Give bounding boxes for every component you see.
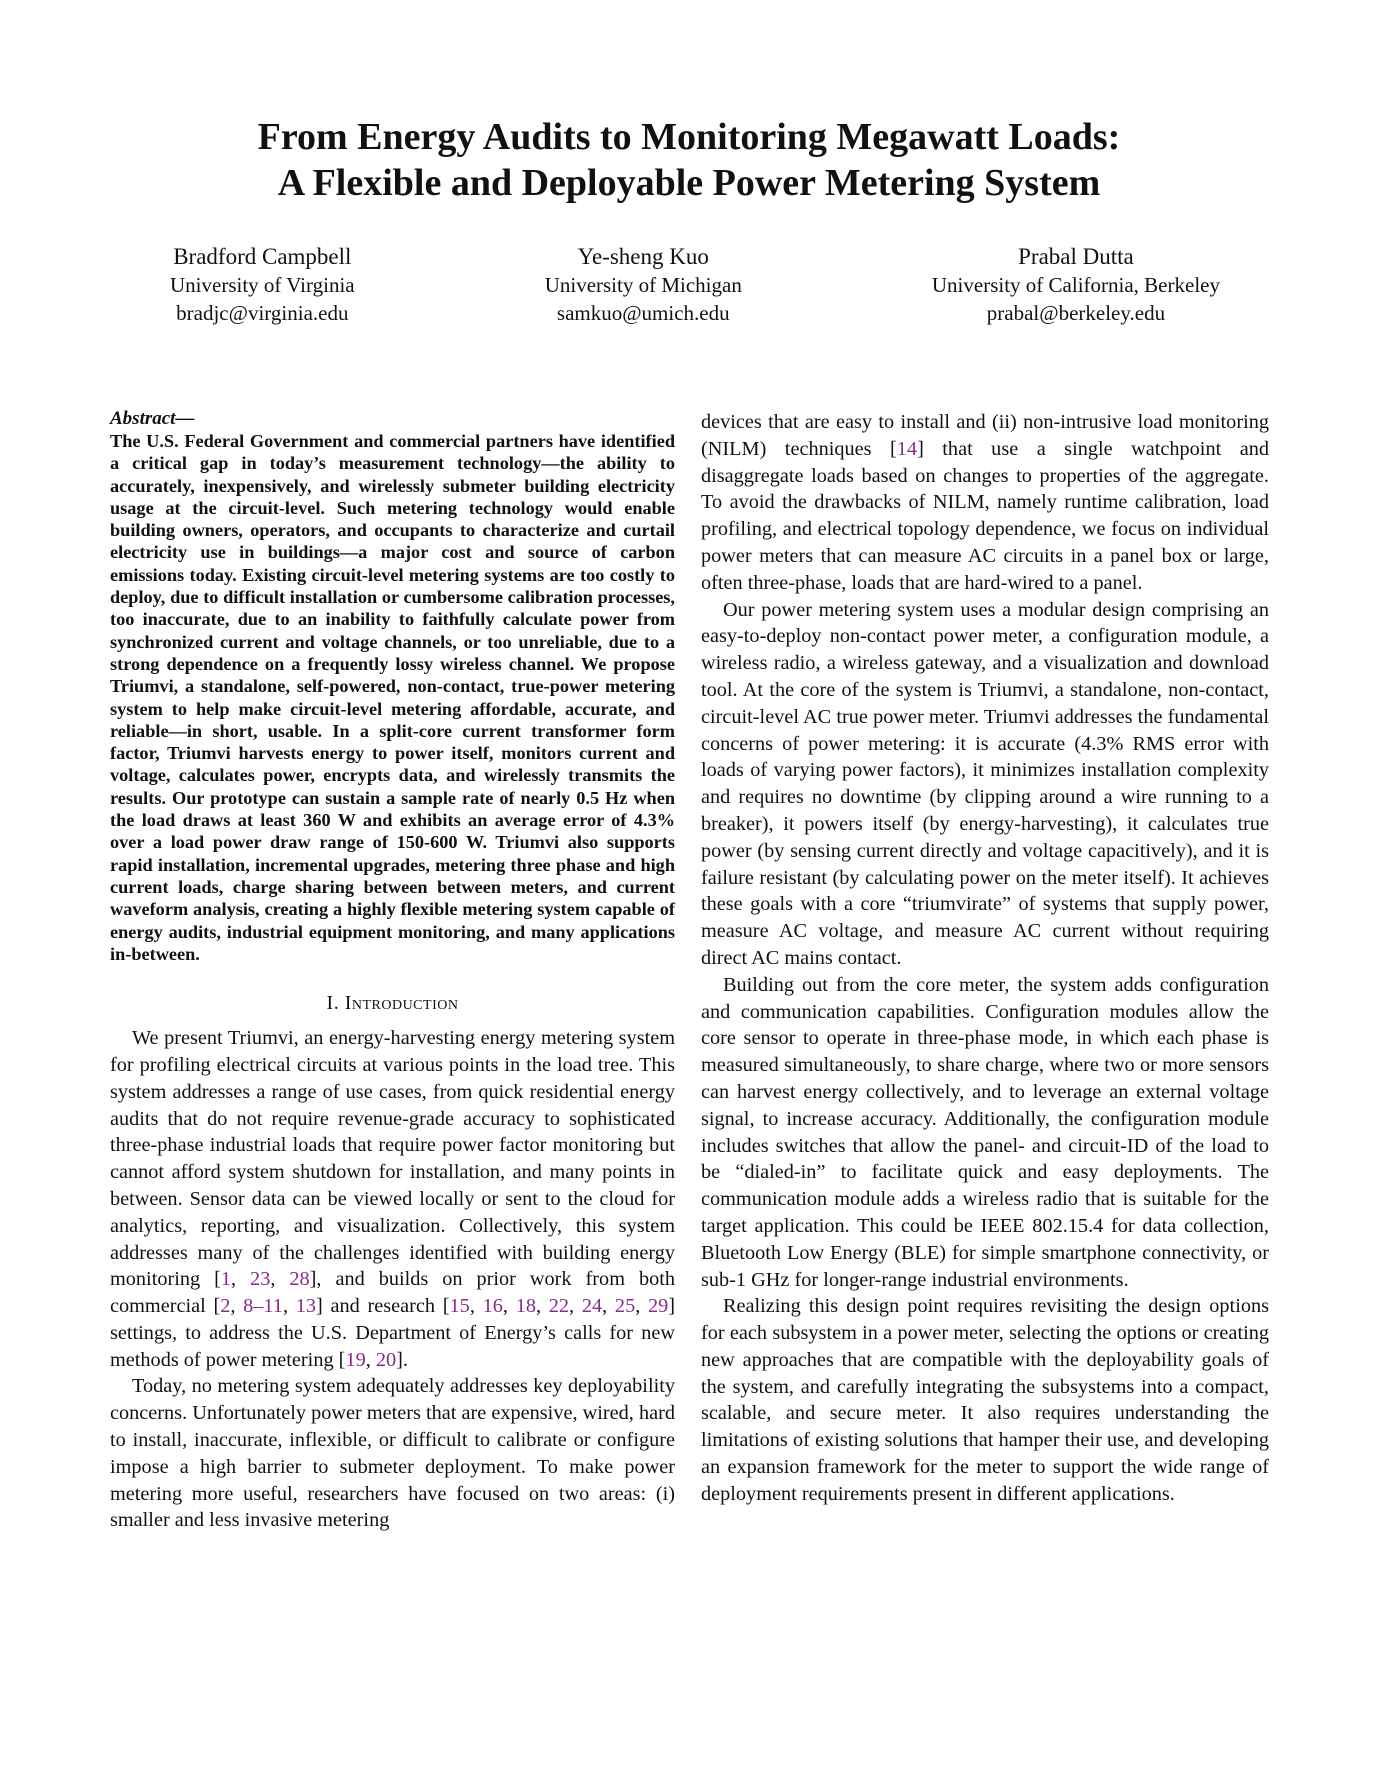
citation-link[interactable]: 29 [648,1295,669,1318]
text-run: , [502,1295,516,1318]
paper-title [0,114,1378,206]
title-line-1: From Energy Audits to Monitoring Megawatt Loads: [257,116,1121,158]
intro-paragraph-1 [110,1025,675,1373]
citation-link[interactable]: 22 [548,1295,570,1318]
abstract-text: The U.S. Federal Government and commercial partners have identified a critical gap in today’s measurement technology—the ability to accurately, inexpensively, and wirelessly submeter building electricity usage at the circuit-level. Such metering technology would enable building owners, operators, and occupants to characterize and curtail electricity use in buildings—a major cost and source of carbon emissions today. Existing circuit-level metering systems are too costly to deploy, due to difficult installation or cumbersome calibration processes, too inaccurate, due to an inability to faithfully calculate power from synchronized current and voltage channels, or too unreliable, due to a strong dependence on a frequently lossy wireless channel. We propose Triumvi, a standalone, self-powered, non-contact, true-power metering system to help make circuit-level metering affordable, accurate, and reliable—in short, usable. In a split-core current transformer form factor, Triumvi harvests energy to power itself, monitors current and voltage, calculates power, encrypts data, and wirelessly transmits the results. Our prototype can sustain a sample rate of nearly 0.5 Hz when the load draws at least 360 W and exhibits an average error of 4.3% over a load power draw range of 150-600 W. Triumvi also supports rapid installation, incremental upgrades, metering three phase and high current loads, charge sharing between between meters, and current waveform analysis, creating a highly flexible metering system capable of energy audits, industrial equipment monitoring, and many applications in-between. [110,431,675,964]
author-email: prabal@berkeley.edu [986,301,1166,325]
author-name: Prabal Dutta [1018,244,1134,269]
text-run: , [270,1268,290,1291]
author-block [170,243,1220,327]
text-run: , [569,1295,582,1318]
text-run: , [231,1268,251,1291]
citation-link[interactable]: 19 [345,1348,366,1371]
text-run: , [282,1295,296,1318]
citation-link[interactable]: 14 [896,437,918,460]
text-run: ] and research [ [316,1295,450,1318]
text-run: , [602,1295,615,1318]
text-run: devices that are easy to install and (ii) non-intrusive load monitoring (NILM) techniques [ [701,411,1269,460]
right-paragraph-2: Our power metering system uses a modular design comprising an easy-to-deploy non-contact power meter, a configuration module, a wireless radio, a wireless gateway, and a visualization and download tool. At the core of the system is Triumvi, a standalone, non-contact, circuit-level AC true power meter. Triumvi addresses the fundamental concerns of power metering: it is accurate (4.3% RMS error with loads of varying power factors), it minimizes installation complexity and requires no downtime (by clipping around a wire running to a breaker), it powers itself (by energy-harvesting), it calculates true power (by sensing current directly and voltage capacitively), and it is failure resistant (by calculating power on the meter itself). It achieves these goals with a core “triumvirate” of systems that supply power, measure AC voltage, and measure AC current without requiring direct AC mains contact. [701,598,1269,969]
title-line-2: A Flexible and Deployable Power Metering System [277,162,1101,204]
text-run: ]. [396,1348,408,1371]
citation-link[interactable]: 24 [581,1295,603,1318]
citation-link[interactable]: 18 [515,1295,536,1318]
author-3 [932,243,1220,327]
author-affiliation: University of California, Berkeley [931,273,1220,297]
author-affiliation: University of Virginia [170,273,355,297]
left-column [110,408,675,1534]
author-1 [170,243,355,327]
author-email: bradjc@virginia.edu [176,301,349,325]
abstract-heading: Abstract— [110,408,195,429]
right-column [701,409,1269,1508]
citation-link[interactable]: 25 [614,1295,636,1318]
author-2 [545,243,742,327]
author-name: Bradford Campbell [173,244,352,269]
citation-link[interactable]: 16 [482,1295,503,1318]
citation-link[interactable]: 2 [220,1295,231,1318]
text-run: ], and builds on prior work from both commercial [ [110,1268,675,1318]
text-run: , [635,1295,648,1318]
text-run: , [365,1348,376,1371]
citation-link[interactable]: 15 [449,1295,470,1318]
citation-link[interactable]: 20 [375,1348,397,1371]
right-paragraph-4: Realizing this design point requires revisiting the design options for each subsystem in a power meter, selecting the options or creating new approaches that are compatible with the deployability goals of the system, and carefully integrating the subsystems into a compact, scalable, and secure meter. It also requires understanding the limitations of existing solutions that hamper their use, and developing an expansion framework for the meter to support the wide range of deployment requirements present in different applications. [701,1295,1269,1505]
text-run: We present Triumvi, an energy-harvesting energy metering system for profiling electrical circuits at various points in the load tree. This system addresses a range of use cases, from quick residential energy audits that do not require revenue-grade accuracy to sophisticated three-phase industrial loads that require power factor monitoring but cannot afford system shutdown for installation, and many points in between. Sensor data can be viewed locally or sent to the cloud for analytics, reporting, and visualization. Collectively, this system addresses many of the challenges identified with building energy monitoring [ [110,1027,675,1291]
author-name: Ye-sheng Kuo [577,244,709,269]
text-run: ] settings, to address the U.S. Department of Energy’s calls for new methods of power metering [ [110,1295,676,1371]
citation-link[interactable]: 1 [220,1268,231,1291]
section-heading-introduction: I. Introduction [326,992,459,1015]
right-paragraph-3: Building out from the core meter, the system adds configuration and communication capabilities. Configuration modules allow the core sensor to operate in three-phase mode, in which each phase is measured simultaneously, to share charge, where two or more sensors can harvest energy collectively, and to leverage an external voltage signal, to increase accuracy. Additionally, the configuration module includes switches that allow the panel- and circuit-ID of the load to be “dialed-in” to facilitate quick and easy deployments. The communication module adds a wireless radio that is suitable for the target application. This could be IEEE 802.15.4 for data collection, Bluetooth Low Energy (BLE) for simple smartphone connectivity, or sub-1 GHz for longer-range industrial environments. [701,973,1269,1291]
text-run: , [469,1295,483,1318]
text-run: , [230,1295,244,1318]
text-run: , [535,1295,549,1318]
citation-link[interactable]: 23 [250,1268,271,1291]
author-affiliation: University of Michigan [544,273,742,297]
intro-paragraph-2: Today, no metering system adequately addresses key deployability concerns. Unfortunately power meters that are expensive, wired, hard to install, inaccurate, inflexible, or difficult to calibrate or configure impose a high barrier to submeter deployment. To make power metering more useful, researchers have focused on two areas: (i) smaller and less invasive metering [110,1375,675,1532]
citation-link[interactable]: 8–11 [243,1295,283,1318]
author-email: samkuo@umich.edu [556,301,730,325]
citation-link[interactable]: 13 [295,1295,317,1318]
text-run: ] that use a single watchpoint and disaggregate loads based on changes to properties of the aggregate. To avoid the drawbacks of NILM, namely runtime calibration, load profiling, and electrical topology dependence, we focus on individual power meters that can measure AC circuits in a panel box or large, often three-phase, loads that are hard-wired to a panel. [701,437,1269,594]
right-paragraph-1 [701,409,1269,597]
citation-link[interactable]: 28 [289,1268,310,1291]
